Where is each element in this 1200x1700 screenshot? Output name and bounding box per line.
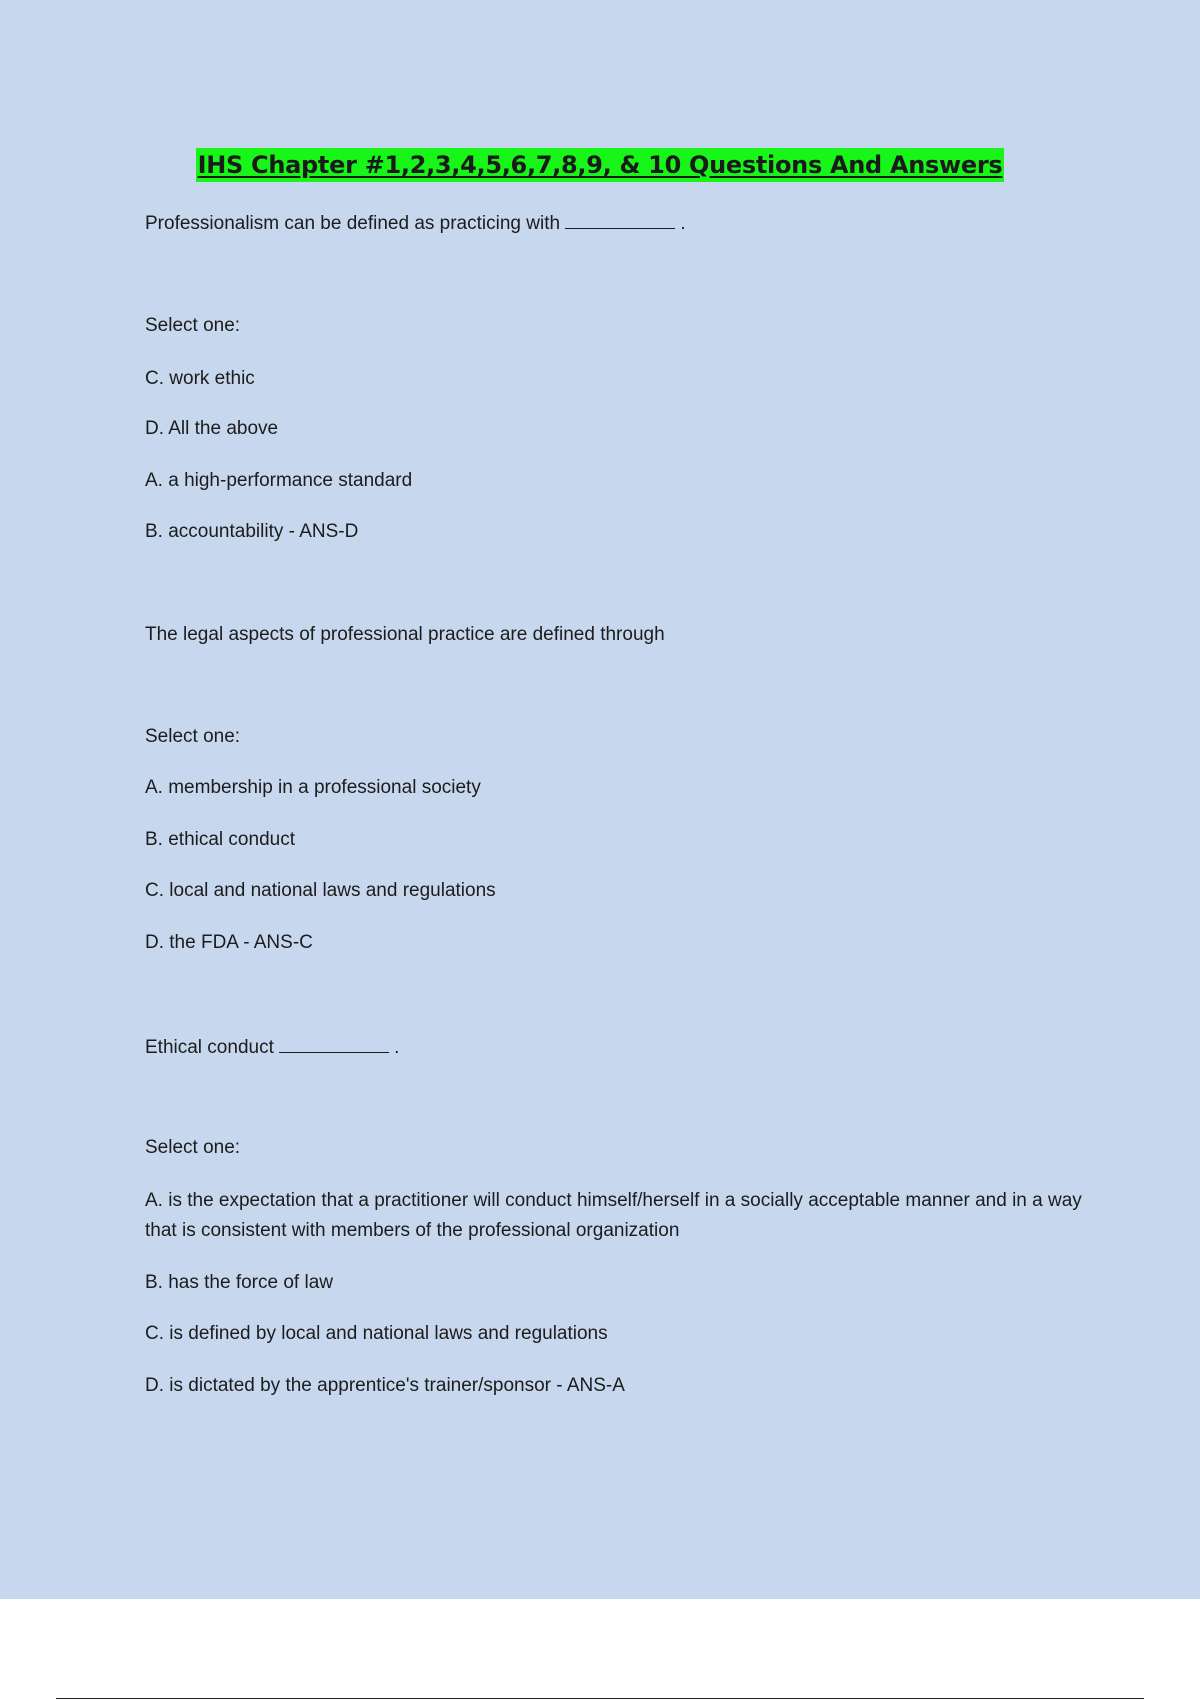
question-1-option: C. work ethic: [145, 368, 255, 389]
question-1-suffix: .: [680, 213, 686, 234]
page-title: IHS Chapter #1,2,3,4,5,6,7,8,9, & 10 Questions And Answers: [196, 148, 1005, 182]
question-2-prompt: The legal aspects of professional practice are defined through: [145, 624, 665, 645]
question-3-prompt: [145, 1033, 1095, 1063]
answer-blank: [279, 1034, 389, 1053]
question-3-option: A. is the expectation that a practitioner will conduct himself/herself in a socially acceptable manner and in a way that is consistent with members of the professional organization: [145, 1190, 1082, 1241]
question-2-option: A. membership in a professional society: [145, 777, 481, 798]
question-2-select-label: Select one:: [145, 726, 241, 747]
question-1-option: D. All the above: [145, 418, 279, 439]
question-3-option: C. is defined by local and national laws and regulations: [145, 1323, 608, 1344]
question-1-option: B. accountability - ANS-D: [145, 521, 359, 542]
title-container: [0, 148, 1200, 182]
question-2-option: D. the FDA - ANS-C: [145, 932, 313, 953]
footer-divider: [56, 1698, 1144, 1699]
question-3-suffix: .: [394, 1037, 400, 1058]
question-3-text: Ethical conduct: [145, 1037, 274, 1058]
question-1-select-label: Select one:: [145, 315, 241, 336]
question-1-text: Professionalism can be defined as practicing with: [145, 213, 561, 234]
question-3-option: D. is dictated by the apprentice's trainer/sponsor - ANS-A: [145, 1375, 625, 1396]
answer-blank: [565, 210, 675, 229]
question-2-option: C. local and national laws and regulations: [145, 880, 496, 901]
question-3-select-label: Select one:: [145, 1137, 241, 1158]
question-3-option: B. has the force of law: [145, 1272, 333, 1293]
question-1-option: A. a high-performance standard: [145, 470, 413, 491]
question-1-prompt: [145, 209, 1095, 239]
question-2-option: B. ethical conduct: [145, 829, 295, 850]
